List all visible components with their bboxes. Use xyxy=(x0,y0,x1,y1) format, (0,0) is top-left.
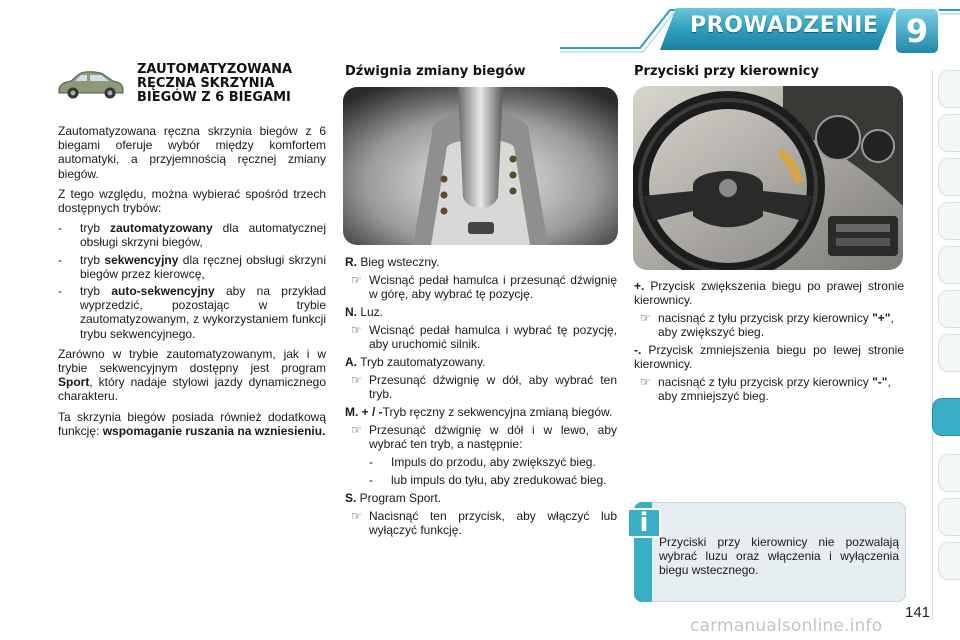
instruction-text-end: , aby zwiększyć bieg. xyxy=(658,311,894,339)
position-n xyxy=(345,305,617,319)
instruction-text: Wcisnąć pedał hamulca i wybrać tę pozycję, aby uruchomić silnik. xyxy=(369,323,617,351)
mode-prefix: tryb xyxy=(80,284,112,299)
instruction-item xyxy=(345,373,617,401)
mode-name: auto-sekwencyjny xyxy=(111,284,215,299)
sport-text-end: , który nadaje stylowi jazdy dynamicznego charakteru. xyxy=(58,375,326,404)
gear-lever-photo xyxy=(343,87,618,245)
steering-wheel-photo xyxy=(633,86,903,270)
position-a xyxy=(345,355,617,369)
button-minus xyxy=(634,343,904,371)
mode-item xyxy=(58,284,326,341)
chapter-tab-2[interactable] xyxy=(938,114,960,152)
button-plus xyxy=(634,279,904,307)
instruction-item xyxy=(345,509,617,537)
sport-text: Zarówno w trybie zautomatyzowanym, jak i w trybie sekwencyjnym dostępny jest program xyxy=(58,346,326,376)
position-key: N. xyxy=(345,305,357,319)
instruction-text-end: , aby zmniejszyć bieg. xyxy=(658,375,891,403)
position-key: R. xyxy=(345,255,357,269)
instruction-text: Impuls do przodu, aby zwiększyć bieg. xyxy=(391,455,596,469)
instruction-text: lub impuls do tyłu, aby zredukować bieg. xyxy=(391,473,607,487)
list-dash: - xyxy=(58,284,62,299)
hand-pointer-icon: ☞ xyxy=(640,311,651,325)
chapter-header xyxy=(0,0,960,60)
instruction-text: Nacisnąć ten przycisk, aby włączyć lub wyłączyć funkcję. xyxy=(369,509,617,537)
mode-prefix: tryb xyxy=(80,221,110,236)
chapter-tab-6[interactable] xyxy=(938,290,960,328)
instruction-item xyxy=(345,423,617,451)
button-desc: Przycisk zwiększenia biegu po prawej stronie kierownicy. xyxy=(634,279,904,307)
mode-desc: dla ręcznej obsługi skrzyni biegów przez kierowcę, xyxy=(80,252,326,281)
instruction-text: Wcisnąć pedał hamulca i przesunąć dźwignię w górę, aby wybrać tę pozycję. xyxy=(369,273,617,301)
chapter-tab-12[interactable] xyxy=(938,542,960,580)
instruction-text: Przesunąć dźwignię w dół, aby wybrać ten tryb. xyxy=(369,373,617,401)
position-key: S. xyxy=(345,491,357,505)
sub-instruction xyxy=(367,455,617,469)
position-m xyxy=(345,405,617,419)
chapter-tab-7[interactable] xyxy=(938,334,960,372)
section-title-gearbox: ZAUTOMATYZOWANA RĘCZNA SKRZYNIA BIEGÓW Z 6 BIEGAMI xyxy=(137,62,293,105)
position-key: A. xyxy=(345,355,357,369)
list-dash: - xyxy=(369,455,373,469)
intro-paragraph: Zautomatyzowana ręczna skrzynia biegów z 6 biegami oferuje wybór między komfortem automatyki, a przyjemnością ręcznej zmiany biegów. xyxy=(58,124,326,181)
chapter-title: PROWADZENIE xyxy=(690,13,879,38)
chapter-tab-5[interactable] xyxy=(938,246,960,284)
tabs-divider xyxy=(932,70,933,620)
instruction-item xyxy=(345,273,617,301)
button-desc: Przycisk zmniejszenia biegu po lewej stronie kierownicy. xyxy=(634,343,904,371)
chapter-tab-4[interactable] xyxy=(938,202,960,240)
hill-assist-paragraph xyxy=(58,410,326,438)
chapter-tab-9-active[interactable] xyxy=(932,398,960,436)
hand-pointer-icon: ☞ xyxy=(640,375,651,389)
hand-pointer-icon: ☞ xyxy=(351,423,362,437)
chapter-tabs xyxy=(930,70,960,620)
mode-desc: dla automatycznej obsługi skrzyni biegów, xyxy=(80,221,326,250)
list-dash: - xyxy=(58,252,62,267)
modes-intro: Z tego względu, można wybierać spośród trzech dostępnych trybów: xyxy=(58,186,326,216)
mode-desc: aby na przykład wyprzedzić, pozostając w trybie zautomatyzowanym, z wykorzystaniem funkcji trybu sekwencyjnego. xyxy=(80,284,326,341)
chapter-tab-3[interactable] xyxy=(938,158,960,196)
position-s xyxy=(345,491,617,505)
position-r xyxy=(345,255,617,269)
info-text: Przyciski przy kierownicy nie pozwalają wybrać luzu oraz włączenia i wyłączenia biegu wstecznego. xyxy=(659,535,899,577)
sub-instruction xyxy=(367,473,617,487)
info-icon: i xyxy=(627,508,661,538)
mode-prefix: tryb xyxy=(80,252,105,267)
instruction-text: nacisnąć z tyłu przycisk przy kierownicy xyxy=(658,375,873,389)
list-dash: - xyxy=(58,221,62,236)
page-number: 141 xyxy=(905,604,931,621)
hill-text: Ta skrzynia biegów posiada również dodatkową funkcję: xyxy=(58,409,326,438)
position-key: M. + / - xyxy=(345,405,383,419)
button-key: -. xyxy=(634,343,642,357)
position-desc: Tryb zautomatyzowany. xyxy=(357,355,486,369)
hand-pointer-icon: ☞ xyxy=(351,373,362,387)
mode-name: sekwencyjny xyxy=(104,252,179,267)
gearbox-description xyxy=(58,124,326,444)
button-symbol: "-" xyxy=(872,375,888,389)
section-title-gear-lever: Dźwignia zmiany biegów xyxy=(345,64,526,79)
position-desc: Program Sport. xyxy=(356,491,442,505)
section-title-steering-buttons: Przyciski przy kierownicy xyxy=(634,64,819,79)
car-icon xyxy=(55,66,127,100)
instruction-item xyxy=(634,375,904,403)
gear-lever-instructions xyxy=(345,255,617,541)
sport-keyword: Sport xyxy=(58,375,90,390)
list-dash: - xyxy=(369,473,373,487)
button-key: +. xyxy=(634,279,645,293)
watermark: carmanualsonline.info xyxy=(690,616,883,636)
hand-pointer-icon: ☞ xyxy=(351,509,362,523)
chapter-tab-1[interactable] xyxy=(938,70,960,108)
instruction-text: Przesunąć dźwignię w dół i w lewo, aby wybrać ten tryb, a następnie: xyxy=(369,423,617,451)
position-desc: Luz. xyxy=(357,305,384,319)
sport-paragraph xyxy=(58,347,326,404)
hill-keyword: wspomaganie ruszania na wzniesieniu. xyxy=(102,423,326,438)
instruction-text: nacisnąć z tyłu przycisk przy kierownicy xyxy=(658,311,873,325)
instruction-item xyxy=(345,323,617,351)
chapter-tab-10[interactable] xyxy=(938,454,960,492)
hand-pointer-icon: ☞ xyxy=(351,273,362,287)
mode-name: zautomatyzowany xyxy=(109,221,213,236)
instruction-item xyxy=(634,311,904,339)
hand-pointer-icon: ☞ xyxy=(351,323,362,337)
steering-button-instructions xyxy=(634,279,904,407)
chapter-tab-11[interactable] xyxy=(938,498,960,536)
position-desc: Tryb ręczny z sekwencyjna zmianą biegów. xyxy=(382,405,613,419)
mode-item xyxy=(58,221,326,249)
button-symbol: "+" xyxy=(872,311,891,325)
chapter-number: 9 xyxy=(905,12,929,50)
position-desc: Bieg wsteczny. xyxy=(357,255,440,269)
mode-item xyxy=(58,253,326,281)
